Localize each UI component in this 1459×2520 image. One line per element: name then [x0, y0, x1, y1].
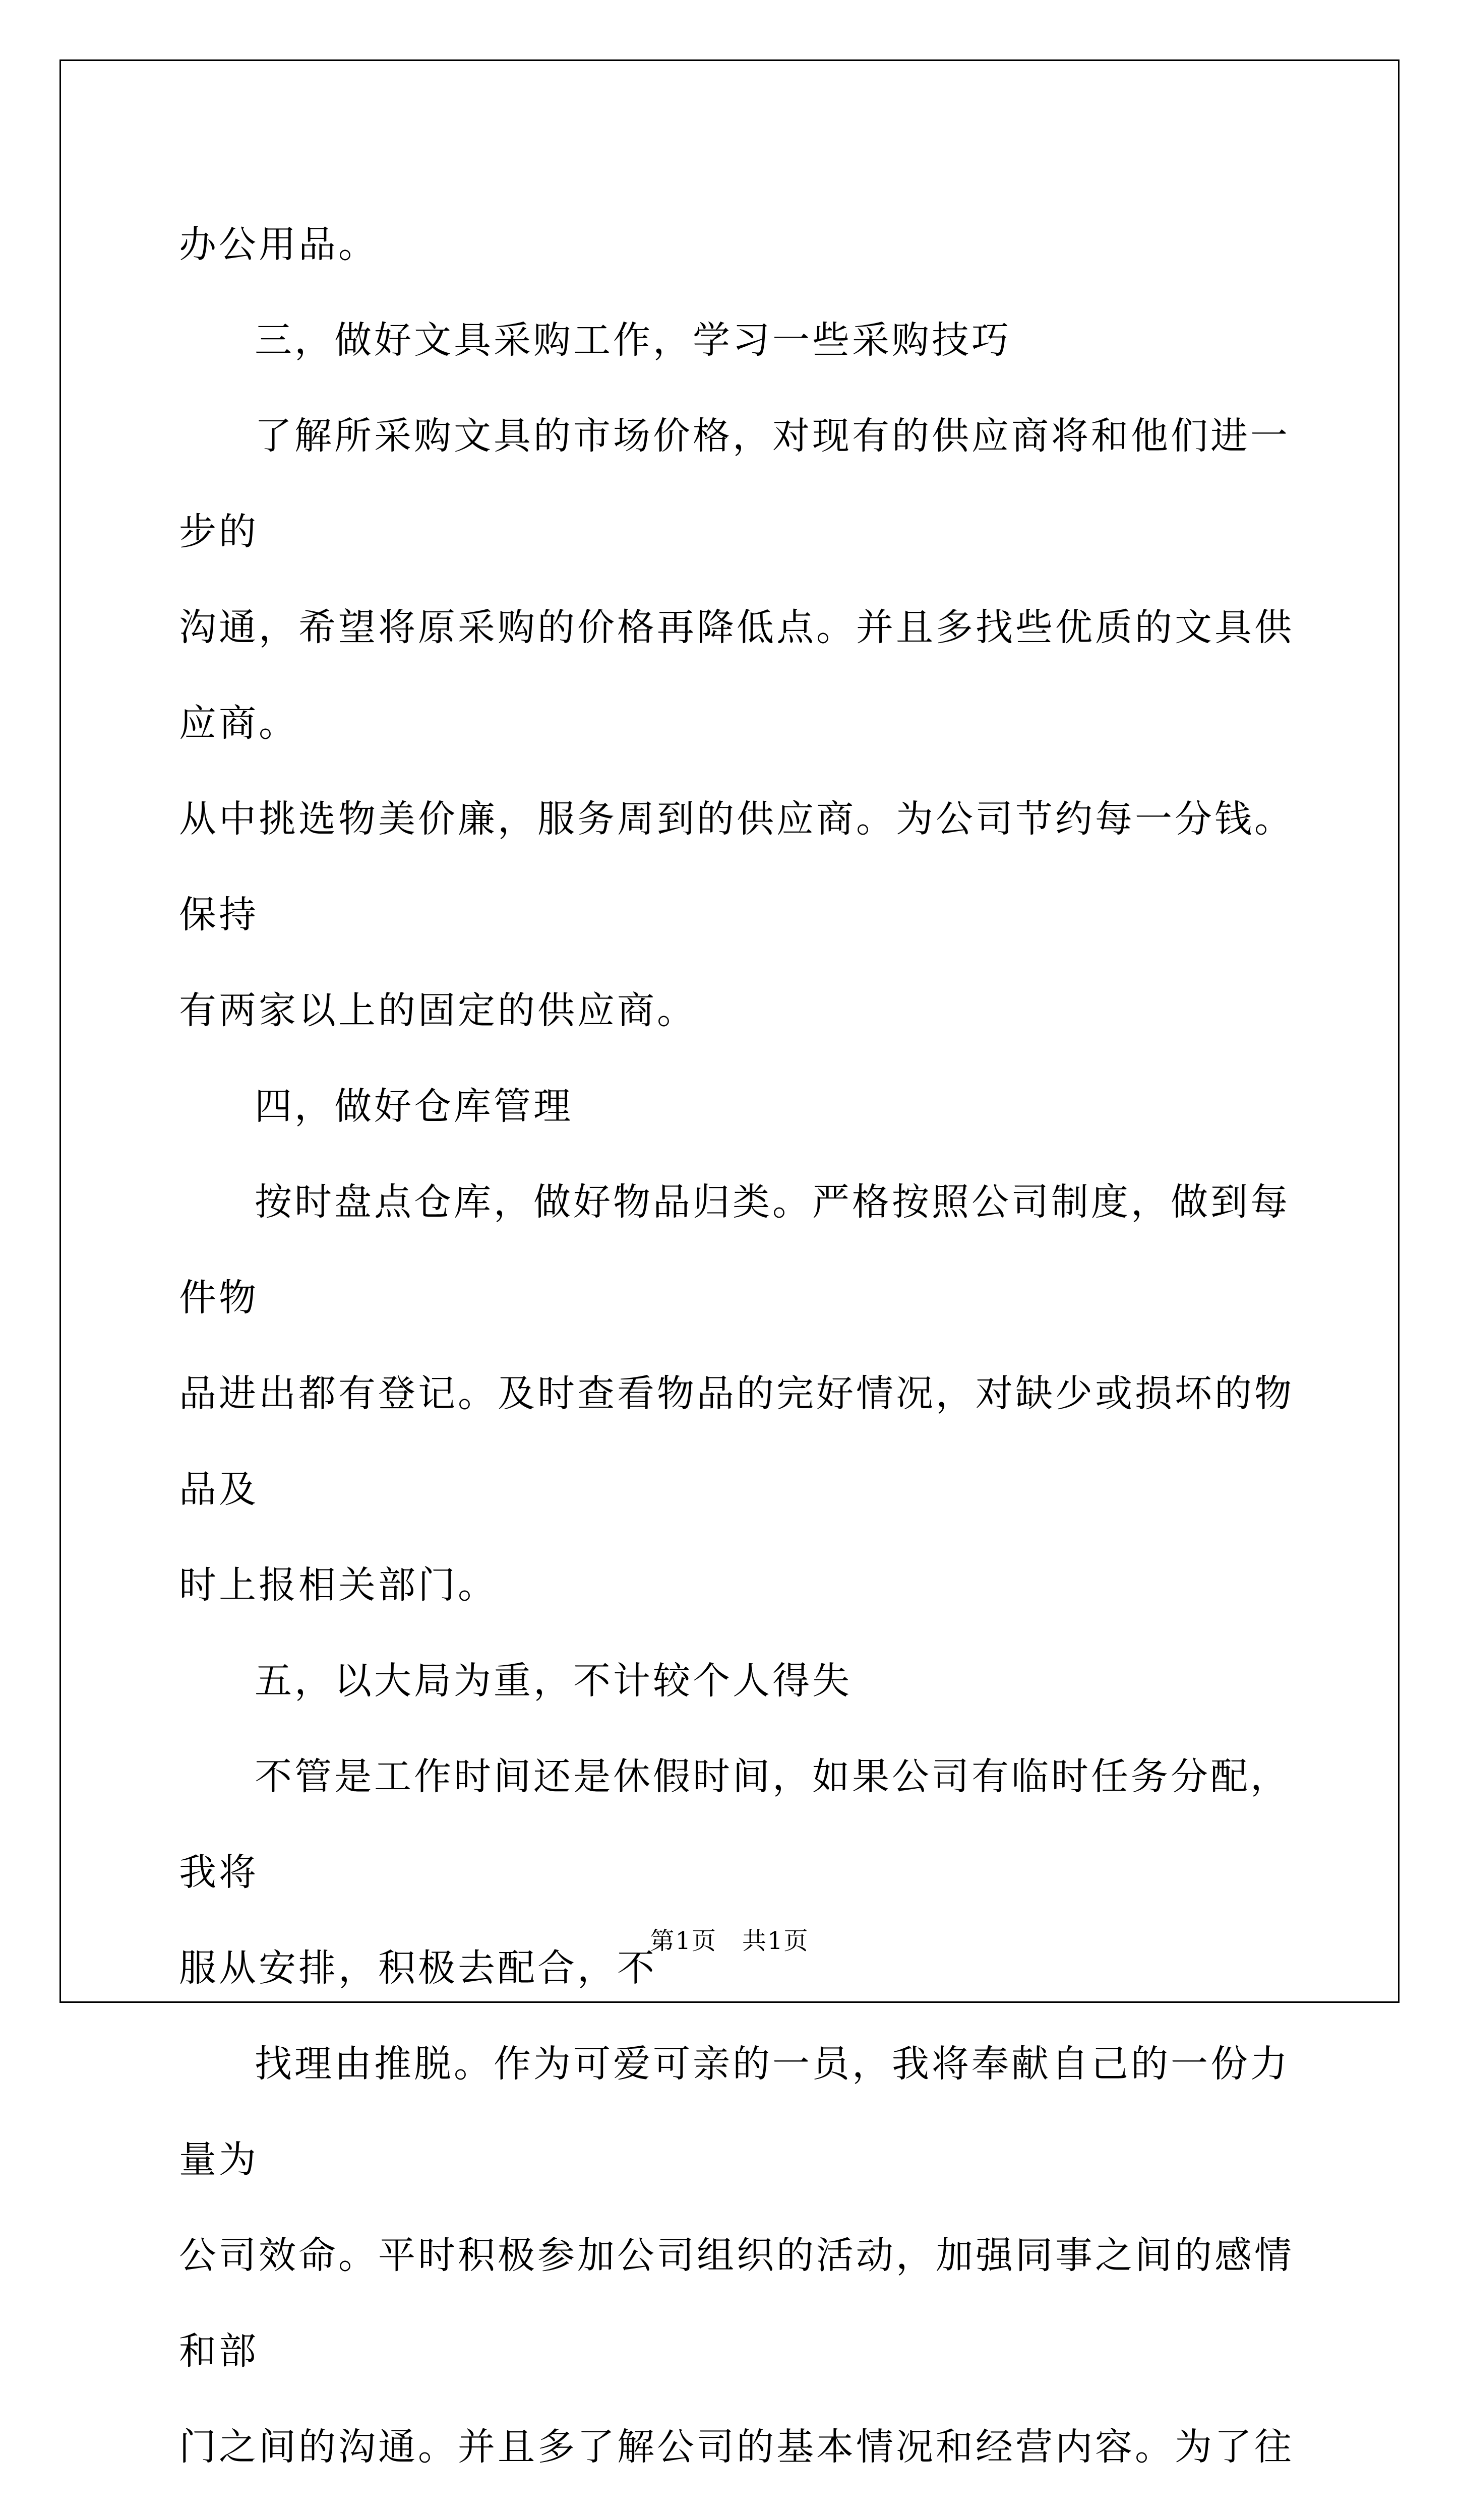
paragraph-line: 品进出都有登记。及时查看物品的完好情况，对缺少或损坏的物品及	[179, 1372, 1294, 1511]
paragraph-line: 按时盘点仓库，做好物品归类。严格按照公司制度，做到每件物	[179, 1180, 1290, 1319]
page-number-footer: 第1页 共1页	[650, 1927, 809, 1955]
paragraph-line: 办公用品。	[179, 223, 378, 266]
paragraph-line: 沟通，希望将原采购的价格再降低点。并且多找些优质的文具供应商。	[179, 606, 1294, 745]
section-heading: 四，做好仓库管理	[255, 1085, 573, 1128]
paragraph-line: 找理由推脱。作为可爱可亲的一员，我将奉献自己的一份力量为	[179, 2042, 1290, 2181]
paragraph-line: 从中挑选物美价廉，服务周到的供应商。为公司节约每一分钱。保持	[179, 797, 1294, 936]
paragraph-line: 服从安排，积极去配合，不	[179, 1946, 657, 1990]
paragraph-line: 时上报相关部门。	[179, 1563, 498, 1607]
paragraph-line: 有两家以上的固定的供应商。	[179, 989, 697, 1032]
paragraph-line: 不管是工作时间还是休假时间，如果公司有临时任务分配，我将	[179, 1755, 1290, 1894]
section-heading: 三，做好文具采购工作，学习一些采购技巧	[255, 319, 1011, 362]
paragraph-line: 了解所采购文具的市场价格，对现有的供应商将和他们进一步的	[179, 414, 1290, 553]
section-heading: 五，以大局为重，不计较个人得失	[255, 1659, 852, 1703]
paragraph-line: 门之间的沟通。并且多了解公司的基本情况和经营内容。为了往	[179, 2425, 1294, 2469]
document-body	[179, 197, 1308, 2520]
paragraph-line: 公司效命。平时积极参加公司组织的活动，加强同事之间的感情和部	[179, 2234, 1294, 2373]
